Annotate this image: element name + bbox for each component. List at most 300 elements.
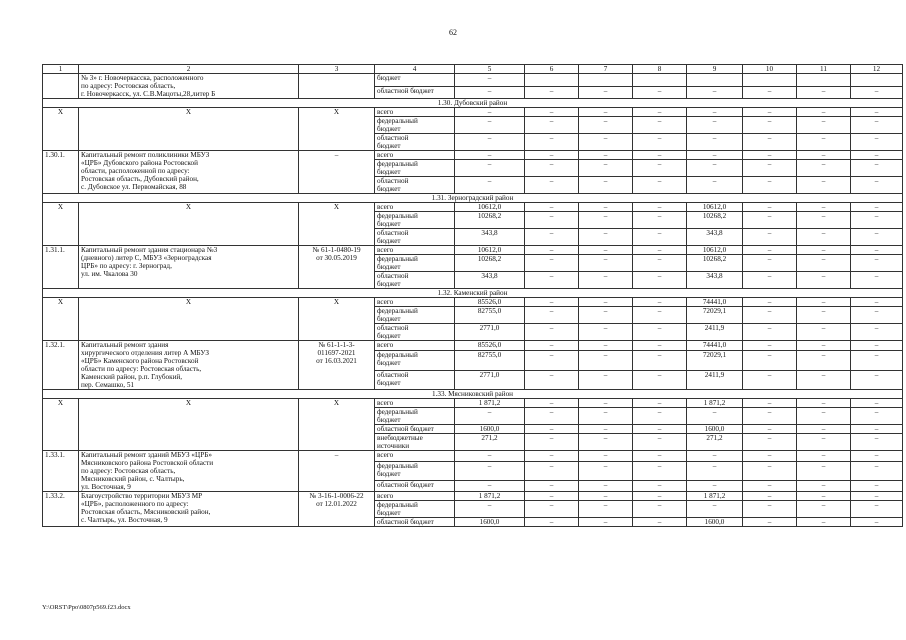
table-cell: – bbox=[455, 451, 525, 462]
table-cell: – bbox=[797, 177, 851, 194]
table-cell: – bbox=[797, 324, 851, 341]
table-cell: – bbox=[851, 134, 903, 151]
x-mark: X bbox=[299, 108, 375, 151]
funding-label: федеральный бюджет bbox=[375, 255, 455, 272]
table-cell: – bbox=[525, 425, 579, 434]
section-header: 1.33. Мясниковский район bbox=[43, 390, 903, 399]
table-cell: 10268,2 bbox=[687, 212, 743, 229]
funding-label: всего bbox=[375, 108, 455, 117]
funding-label: областной бюджет bbox=[375, 272, 455, 289]
table-cell: – bbox=[743, 408, 797, 425]
table-cell: 72029,1 bbox=[687, 351, 743, 370]
table-cell: – bbox=[851, 246, 903, 255]
funding-label: федеральный бюджет bbox=[375, 461, 455, 481]
table-cell: 2771,0 bbox=[455, 370, 525, 389]
table-cell: – bbox=[797, 501, 851, 518]
table-cell: – bbox=[633, 117, 687, 134]
funding-label: федеральный бюджет bbox=[375, 408, 455, 425]
table-cell: – bbox=[525, 461, 579, 481]
table-cell: – bbox=[633, 481, 687, 492]
table-cell: 271,2 bbox=[687, 434, 743, 451]
table-cell: – bbox=[797, 212, 851, 229]
item-document: № 3-16-1-0006-22 от 12.01.2022 bbox=[299, 492, 375, 527]
table-cell: – bbox=[687, 117, 743, 134]
table-cell: – bbox=[743, 399, 797, 408]
table-cell: – bbox=[743, 370, 797, 389]
table-cell: 85526,0 bbox=[455, 298, 525, 307]
table-cell: – bbox=[633, 434, 687, 451]
funding-label: областной бюджет bbox=[375, 518, 455, 527]
table-cell: – bbox=[687, 108, 743, 117]
table-cell: – bbox=[579, 160, 633, 177]
page-number: 62 bbox=[449, 28, 457, 37]
x-mark: X bbox=[43, 399, 79, 451]
table-cell: – bbox=[525, 272, 579, 289]
table-cell: – bbox=[851, 298, 903, 307]
funding-label: федеральный бюджет bbox=[375, 117, 455, 134]
table-cell: – bbox=[851, 434, 903, 451]
table-cell: – bbox=[797, 151, 851, 160]
funding-label: федеральный бюджет bbox=[375, 307, 455, 324]
table-cell: – bbox=[633, 451, 687, 462]
table-cell: – bbox=[743, 425, 797, 434]
funding-label: областной бюджет bbox=[375, 177, 455, 194]
table-cell: 10612,0 bbox=[455, 246, 525, 255]
table-cell: – bbox=[851, 451, 903, 462]
item-name: № 3» г. Новочеркасска, расположенного по адресу: Ростовская область, г. Новочеркасск, ул. С.В.Мацоты,28,литер Б bbox=[79, 74, 299, 99]
table-cell: – bbox=[455, 134, 525, 151]
table-cell: – bbox=[797, 370, 851, 389]
table-row bbox=[43, 298, 903, 307]
table-cell: – bbox=[525, 408, 579, 425]
table-cell: – bbox=[687, 160, 743, 177]
table-cell: – bbox=[633, 203, 687, 212]
column-header: 3 bbox=[299, 65, 375, 74]
table-cell: – bbox=[579, 461, 633, 481]
table-cell: – bbox=[797, 341, 851, 351]
funding-label: федеральный бюджет bbox=[375, 351, 455, 370]
table-cell: – bbox=[743, 341, 797, 351]
table-cell: – bbox=[579, 134, 633, 151]
table-cell: – bbox=[851, 307, 903, 324]
table-row bbox=[43, 246, 903, 255]
table-cell: – bbox=[851, 341, 903, 351]
table-cell: – bbox=[455, 160, 525, 177]
column-header: 12 bbox=[851, 65, 903, 74]
table-cell: – bbox=[743, 117, 797, 134]
item-document: № 61-1-0480-19 от 30.05.2019 bbox=[299, 246, 375, 289]
table-cell: – bbox=[579, 399, 633, 408]
funding-label: областной бюджет bbox=[375, 370, 455, 389]
funding-label: всего bbox=[375, 203, 455, 212]
section-header: 1.31. Зерноградский район bbox=[43, 194, 903, 203]
table-cell: 10268,2 bbox=[455, 212, 525, 229]
table-cell: 10268,2 bbox=[455, 255, 525, 272]
table-cell: – bbox=[455, 108, 525, 117]
table-cell: – bbox=[579, 481, 633, 492]
table-cell: 1600,0 bbox=[455, 518, 525, 527]
table-cell: 10612,0 bbox=[687, 246, 743, 255]
table-cell: – bbox=[455, 501, 525, 518]
table-cell: – bbox=[579, 370, 633, 389]
table-cell: – bbox=[579, 451, 633, 462]
table-cell: – bbox=[525, 151, 579, 160]
item-name: Капитальный ремонт здания хирургического отделения литер А МБУЗ «ЦРБ» Каменского района Ростовской области по адресу: Ростовская область, Каменский район, р.п. Глубокий, пер. Семашко, 51 bbox=[79, 341, 299, 390]
funding-label: областной бюджет bbox=[375, 324, 455, 341]
table-cell: – bbox=[525, 229, 579, 246]
table-cell: – bbox=[687, 86, 743, 99]
item-name: Капитальный ремонт здания стационара №3 (дневного) литер С, МБУЗ «Зерноградская ЦРБ» по адресу: г. Зерноград, ул. им. Чкалова 30 bbox=[79, 246, 299, 289]
table-cell: – bbox=[579, 229, 633, 246]
table-cell: – bbox=[743, 203, 797, 212]
table-cell: – bbox=[797, 108, 851, 117]
funding-label: областной бюджет bbox=[375, 86, 455, 99]
table-cell: – bbox=[743, 229, 797, 246]
column-header: 5 bbox=[455, 65, 525, 74]
table-cell: – bbox=[579, 246, 633, 255]
table-cell: – bbox=[851, 518, 903, 527]
table-cell: – bbox=[579, 212, 633, 229]
table-cell: – bbox=[851, 461, 903, 481]
table-cell: – bbox=[579, 434, 633, 451]
table-cell: – bbox=[579, 425, 633, 434]
table-cell: – bbox=[525, 117, 579, 134]
funding-label: всего bbox=[375, 492, 455, 501]
table-cell: – bbox=[455, 86, 525, 99]
table-row bbox=[43, 108, 903, 117]
table-cell: – bbox=[743, 518, 797, 527]
table-cell: – bbox=[455, 481, 525, 492]
table-cell: – bbox=[633, 160, 687, 177]
table-cell: – bbox=[525, 341, 579, 351]
table-cell: – bbox=[797, 298, 851, 307]
table-cell: – bbox=[797, 134, 851, 151]
table-cell: – bbox=[743, 298, 797, 307]
table-cell: – bbox=[687, 177, 743, 194]
table-cell: 343,8 bbox=[687, 229, 743, 246]
item-name: Капитальный ремонт зданий МБУЗ «ЦРБ» Мясниковского района Ростовской области по адресу: Ростовская область, Мясниковский район, с. Чалтырь, ул. Восточная, 9 bbox=[79, 451, 299, 492]
table-cell: – bbox=[579, 272, 633, 289]
table-cell: – bbox=[851, 151, 903, 160]
table-cell: – bbox=[687, 134, 743, 151]
table-cell: – bbox=[579, 203, 633, 212]
table-cell: 1 871,2 bbox=[455, 399, 525, 408]
table-cell: 1600,0 bbox=[455, 425, 525, 434]
table-cell: – bbox=[579, 108, 633, 117]
table-cell: – bbox=[797, 272, 851, 289]
table-cell: – bbox=[743, 255, 797, 272]
table-cell: – bbox=[851, 501, 903, 518]
column-header: 11 bbox=[797, 65, 851, 74]
table-cell: – bbox=[579, 492, 633, 501]
funding-label: федеральный бюджет bbox=[375, 212, 455, 229]
column-header: 8 bbox=[633, 65, 687, 74]
column-header: 4 bbox=[375, 65, 455, 74]
table-cell: – bbox=[743, 177, 797, 194]
table-cell: – bbox=[687, 408, 743, 425]
table-cell: – bbox=[743, 151, 797, 160]
table-cell: – bbox=[851, 324, 903, 341]
table-cell: – bbox=[633, 492, 687, 501]
table-cell: – bbox=[797, 425, 851, 434]
table-cell: – bbox=[851, 399, 903, 408]
table-cell: – bbox=[797, 86, 851, 99]
table-cell: – bbox=[797, 117, 851, 134]
item-document bbox=[299, 74, 375, 99]
table-cell: – bbox=[743, 212, 797, 229]
table-cell: – bbox=[851, 370, 903, 389]
table-cell: – bbox=[797, 461, 851, 481]
table-cell: 343,8 bbox=[455, 272, 525, 289]
table-cell: – bbox=[525, 86, 579, 99]
table-cell: – bbox=[633, 212, 687, 229]
table-cell: – bbox=[743, 272, 797, 289]
table-cell: – bbox=[525, 501, 579, 518]
item-document: – bbox=[299, 451, 375, 492]
funding-label: всего bbox=[375, 451, 455, 462]
table-cell: – bbox=[633, 518, 687, 527]
funding-label: всего bbox=[375, 298, 455, 307]
table-cell: – bbox=[633, 229, 687, 246]
table-cell: – bbox=[633, 134, 687, 151]
table-cell: 271,2 bbox=[455, 434, 525, 451]
item-name: Капитальный ремонт поликлиники МБУЗ «ЦРБ» Дубовского района Ростовской области, расположенной по адресу: Ростовская область, Дубовский район, с. Дубовское ул. Первомайская, 88 bbox=[79, 151, 299, 194]
table-cell: – bbox=[525, 134, 579, 151]
table-cell: – bbox=[633, 86, 687, 99]
table-cell: – bbox=[455, 177, 525, 194]
table-cell: – bbox=[633, 370, 687, 389]
table-cell: – bbox=[525, 203, 579, 212]
table-cell: 343,8 bbox=[455, 229, 525, 246]
table-cell: – bbox=[797, 229, 851, 246]
table-cell: – bbox=[525, 255, 579, 272]
table-cell: – bbox=[579, 151, 633, 160]
column-header: 7 bbox=[579, 65, 633, 74]
table-cell: – bbox=[525, 298, 579, 307]
table-cell: – bbox=[851, 425, 903, 434]
table-cell: – bbox=[525, 451, 579, 462]
table-cell: – bbox=[797, 481, 851, 492]
funding-label: всего bbox=[375, 246, 455, 255]
item-number: 1.32.1. bbox=[43, 341, 79, 390]
table-cell: – bbox=[633, 341, 687, 351]
table-cell: 10612,0 bbox=[687, 203, 743, 212]
item-name: Благоустройство территории МБУЗ МР «ЦРБ», расположенного по адресу: Ростовская область, Мясниковский район, с. Чалтырь, ул. Восточная, 9 bbox=[79, 492, 299, 527]
table-cell: – bbox=[455, 74, 525, 87]
table-cell: – bbox=[743, 481, 797, 492]
funding-label: внебюджетные источники bbox=[375, 434, 455, 451]
x-mark: X bbox=[299, 203, 375, 246]
table-cell: – bbox=[687, 501, 743, 518]
table-cell: – bbox=[579, 86, 633, 99]
x-mark: X bbox=[43, 203, 79, 246]
table-cell: – bbox=[743, 246, 797, 255]
table-cell: – bbox=[455, 408, 525, 425]
table-cell: – bbox=[633, 255, 687, 272]
table-cell: – bbox=[851, 86, 903, 99]
table-cell: – bbox=[633, 246, 687, 255]
table-row bbox=[43, 399, 903, 408]
table-cell: – bbox=[851, 108, 903, 117]
table-cell: 10268,2 bbox=[687, 255, 743, 272]
budget-table bbox=[42, 64, 903, 527]
table-cell: – bbox=[525, 246, 579, 255]
table-cell: – bbox=[579, 177, 633, 194]
table-row bbox=[43, 151, 903, 160]
x-mark: X bbox=[79, 203, 299, 246]
table-cell: – bbox=[797, 434, 851, 451]
x-mark: X bbox=[43, 108, 79, 151]
table-cell: 2411,9 bbox=[687, 324, 743, 341]
table-cell: – bbox=[525, 307, 579, 324]
item-number: 1.30.1. bbox=[43, 151, 79, 194]
table-cell: – bbox=[525, 481, 579, 492]
table-row bbox=[43, 341, 903, 351]
table-cell: – bbox=[743, 160, 797, 177]
table-cell: – bbox=[633, 461, 687, 481]
table-row bbox=[43, 203, 903, 212]
table-cell: – bbox=[797, 518, 851, 527]
table-row bbox=[43, 451, 903, 462]
funding-label: федеральный бюджет bbox=[375, 501, 455, 518]
table-cell: 82755,0 bbox=[455, 351, 525, 370]
table-cell: – bbox=[743, 501, 797, 518]
table-cell: – bbox=[579, 501, 633, 518]
table-cell: – bbox=[633, 425, 687, 434]
table-cell: – bbox=[851, 481, 903, 492]
table-cell: – bbox=[851, 177, 903, 194]
table-cell: – bbox=[797, 408, 851, 425]
table-cell: – bbox=[633, 351, 687, 370]
table-cell: – bbox=[797, 399, 851, 408]
funding-label: федеральный бюджет bbox=[375, 160, 455, 177]
table-cell: – bbox=[455, 461, 525, 481]
table-cell: – bbox=[525, 434, 579, 451]
table-cell: – bbox=[851, 492, 903, 501]
column-header: 10 bbox=[743, 65, 797, 74]
table-cell: – bbox=[525, 399, 579, 408]
table-cell: – bbox=[455, 151, 525, 160]
table-cell: – bbox=[743, 134, 797, 151]
table-cell: 10612,0 bbox=[455, 203, 525, 212]
table-cell: 2771,0 bbox=[455, 324, 525, 341]
table-cell: – bbox=[797, 451, 851, 462]
x-mark: X bbox=[299, 399, 375, 451]
table-cell: – bbox=[525, 351, 579, 370]
table-cell: – bbox=[743, 492, 797, 501]
table-cell: – bbox=[579, 117, 633, 134]
table-cell: – bbox=[633, 272, 687, 289]
funding-label: всего bbox=[375, 399, 455, 408]
table-cell: – bbox=[851, 255, 903, 272]
column-header: 9 bbox=[687, 65, 743, 74]
table-cell: – bbox=[851, 212, 903, 229]
table-cell: – bbox=[633, 108, 687, 117]
table-cell: – bbox=[743, 461, 797, 481]
table-cell: – bbox=[797, 307, 851, 324]
table-cell: – bbox=[633, 324, 687, 341]
table-cell: – bbox=[797, 255, 851, 272]
table-cell: – bbox=[743, 351, 797, 370]
table-cell: – bbox=[633, 298, 687, 307]
funding-label: всего bbox=[375, 341, 455, 351]
column-header: 1 bbox=[43, 65, 79, 74]
table-cell: – bbox=[525, 212, 579, 229]
table-cell: – bbox=[743, 108, 797, 117]
table-cell: – bbox=[851, 160, 903, 177]
table-cell: 1 871,2 bbox=[687, 492, 743, 501]
table-cell: 2411,9 bbox=[687, 370, 743, 389]
footer-path: Y:\ORST\Ppo\0807p569.f23.docx bbox=[42, 604, 131, 611]
table-cell: 72029,1 bbox=[687, 307, 743, 324]
table-cell: – bbox=[579, 255, 633, 272]
table-cell: – bbox=[525, 177, 579, 194]
table-cell: – bbox=[525, 492, 579, 501]
table-cell: – bbox=[797, 203, 851, 212]
table-cell: – bbox=[687, 151, 743, 160]
table-cell: – bbox=[579, 324, 633, 341]
table-cell: 74441,0 bbox=[687, 341, 743, 351]
table-cell: – bbox=[579, 408, 633, 425]
table-cell: – bbox=[579, 518, 633, 527]
table-cell: – bbox=[743, 324, 797, 341]
table-cell: – bbox=[797, 246, 851, 255]
x-mark: X bbox=[79, 298, 299, 341]
table-cell: – bbox=[633, 307, 687, 324]
table-cell: – bbox=[525, 160, 579, 177]
funding-label: областной бюджет bbox=[375, 425, 455, 434]
table-cell: 343,8 bbox=[687, 272, 743, 289]
table-cell: – bbox=[851, 203, 903, 212]
table-cell: – bbox=[743, 434, 797, 451]
table-cell: – bbox=[743, 86, 797, 99]
table-cell: – bbox=[851, 229, 903, 246]
table-cell: – bbox=[579, 341, 633, 351]
item-document: № 61-1-1-3- 011697-2021 от 16.03.2021 bbox=[299, 341, 375, 390]
table-cell: – bbox=[743, 307, 797, 324]
funding-label: областной бюджет bbox=[375, 229, 455, 246]
item-number bbox=[43, 74, 79, 99]
item-number: 1.33.2. bbox=[43, 492, 79, 527]
table-cell: – bbox=[633, 177, 687, 194]
x-mark: X bbox=[43, 298, 79, 341]
column-header: 6 bbox=[525, 65, 579, 74]
table-cell: – bbox=[633, 408, 687, 425]
table-cell: – bbox=[743, 451, 797, 462]
item-number: 1.33.1. bbox=[43, 451, 79, 492]
table-cell: – bbox=[797, 351, 851, 370]
table-cell: – bbox=[579, 351, 633, 370]
x-mark: X bbox=[79, 399, 299, 451]
x-mark: X bbox=[299, 298, 375, 341]
table-cell: – bbox=[851, 272, 903, 289]
table-cell: – bbox=[525, 518, 579, 527]
table-cell: – bbox=[797, 160, 851, 177]
table-cell: – bbox=[851, 351, 903, 370]
table-cell: – bbox=[687, 481, 743, 492]
section-header: 1.32. Каменский район bbox=[43, 289, 903, 298]
table-cell: 74441,0 bbox=[687, 298, 743, 307]
table-cell: – bbox=[851, 117, 903, 134]
table-cell: – bbox=[851, 408, 903, 425]
table-cell: 1 871,2 bbox=[455, 492, 525, 501]
table-cell: 85526,0 bbox=[455, 341, 525, 351]
table-cell: – bbox=[633, 501, 687, 518]
funding-label: областной бюджет bbox=[375, 481, 455, 492]
table-cell: 1600,0 bbox=[687, 518, 743, 527]
section-header: 1.30. Дубовский район bbox=[43, 99, 903, 108]
table-cell: – bbox=[455, 117, 525, 134]
